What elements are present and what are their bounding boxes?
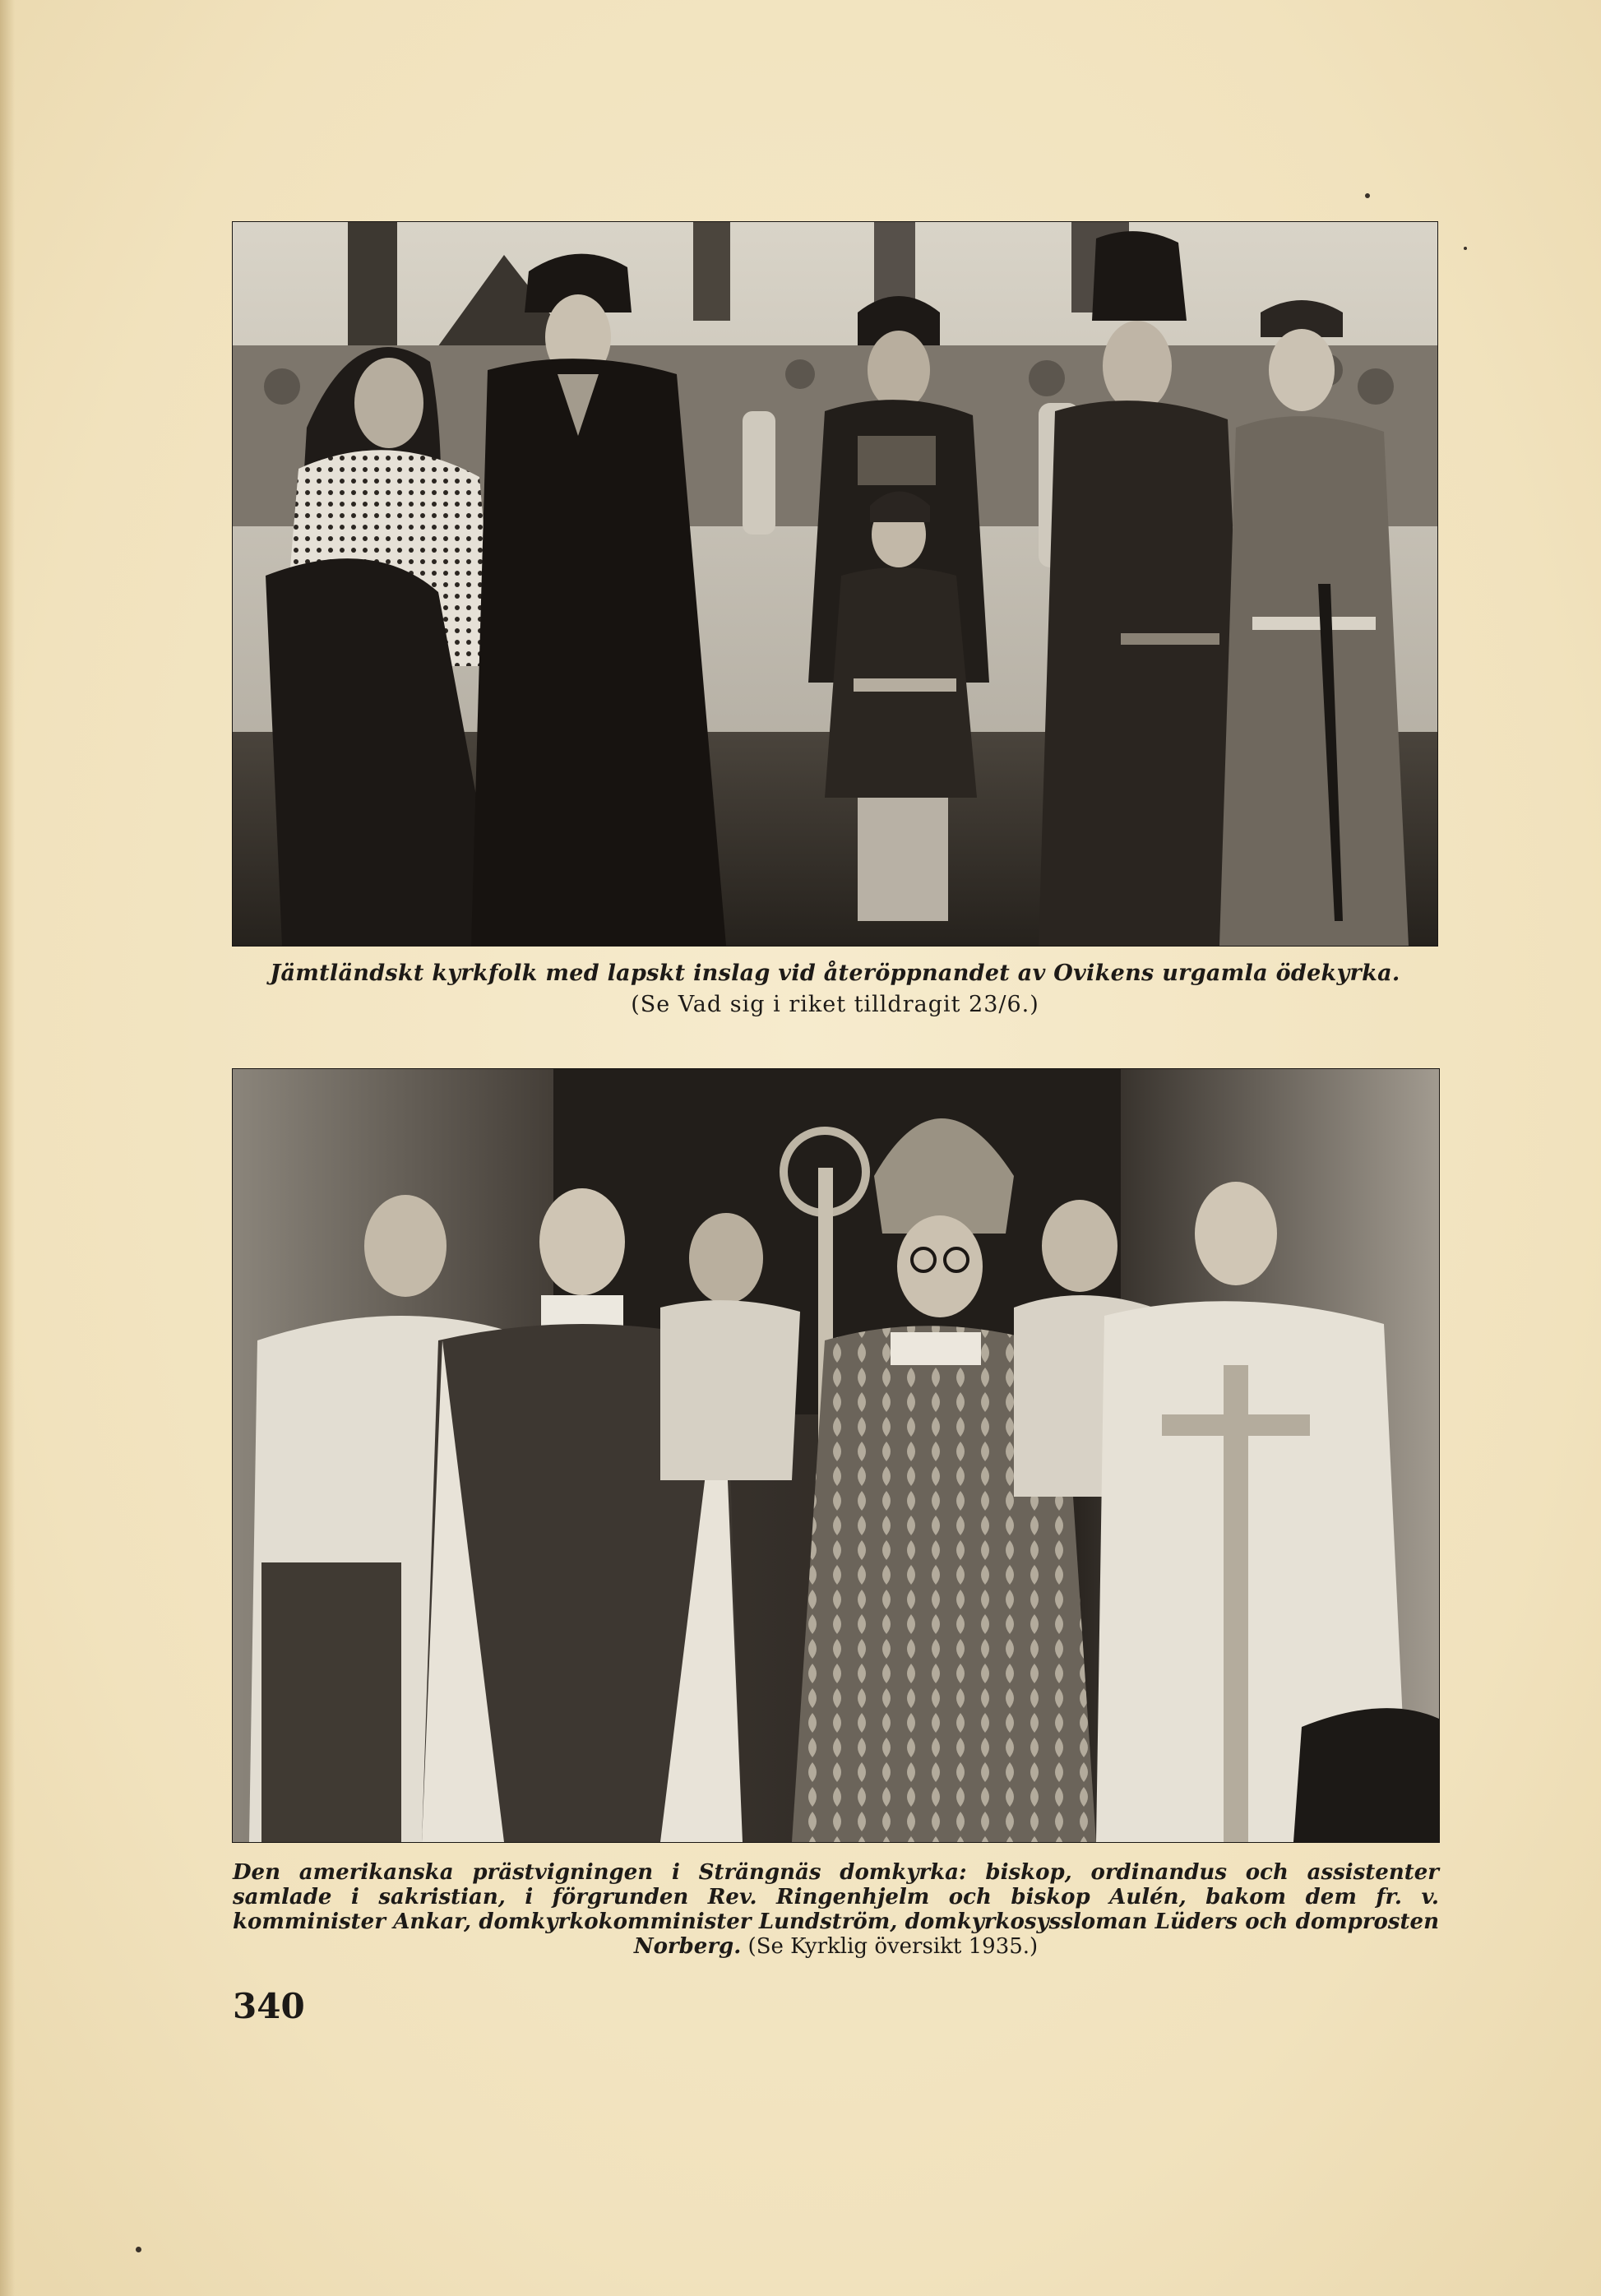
paper-speck xyxy=(1464,247,1467,250)
caption-bottom-reference: (Se Kyrklig översikt 1935.) xyxy=(747,1934,1039,1959)
caption-bottom-photo xyxy=(233,1860,1439,1959)
caption-bottom-main: Den amerikanska prästvigningen i Strängnäs domkyrka: biskop, ordinandus och assistenter samlade i sakristian, i förgrunden Rev. Ringenhjelm och biskop Aulén, bakom dem fr. v. komminister Ankar, domkyrkokomminister Lundström, domkyrkosyssloman Lüders och domprosten Norberg. xyxy=(233,1860,1439,1959)
caption-top-photo xyxy=(233,958,1437,1021)
caption-top-line1: Jämtländskt kyrkfolk med lapskt inslag vid återöppnandet av Ovikens urgamla ödekyrka. xyxy=(270,961,1400,986)
paper-speck xyxy=(136,2247,141,2252)
photo-strangnas-ordination xyxy=(233,1069,1439,1842)
caption-top-line2: (Se Vad sig i riket tilldragit 23/6.) xyxy=(631,992,1039,1017)
page-edge-shadow xyxy=(0,0,15,2296)
page-number: 340 xyxy=(233,1986,305,2026)
photo-jamtland-churchgoers xyxy=(233,222,1437,946)
paper-speck xyxy=(1365,193,1370,198)
